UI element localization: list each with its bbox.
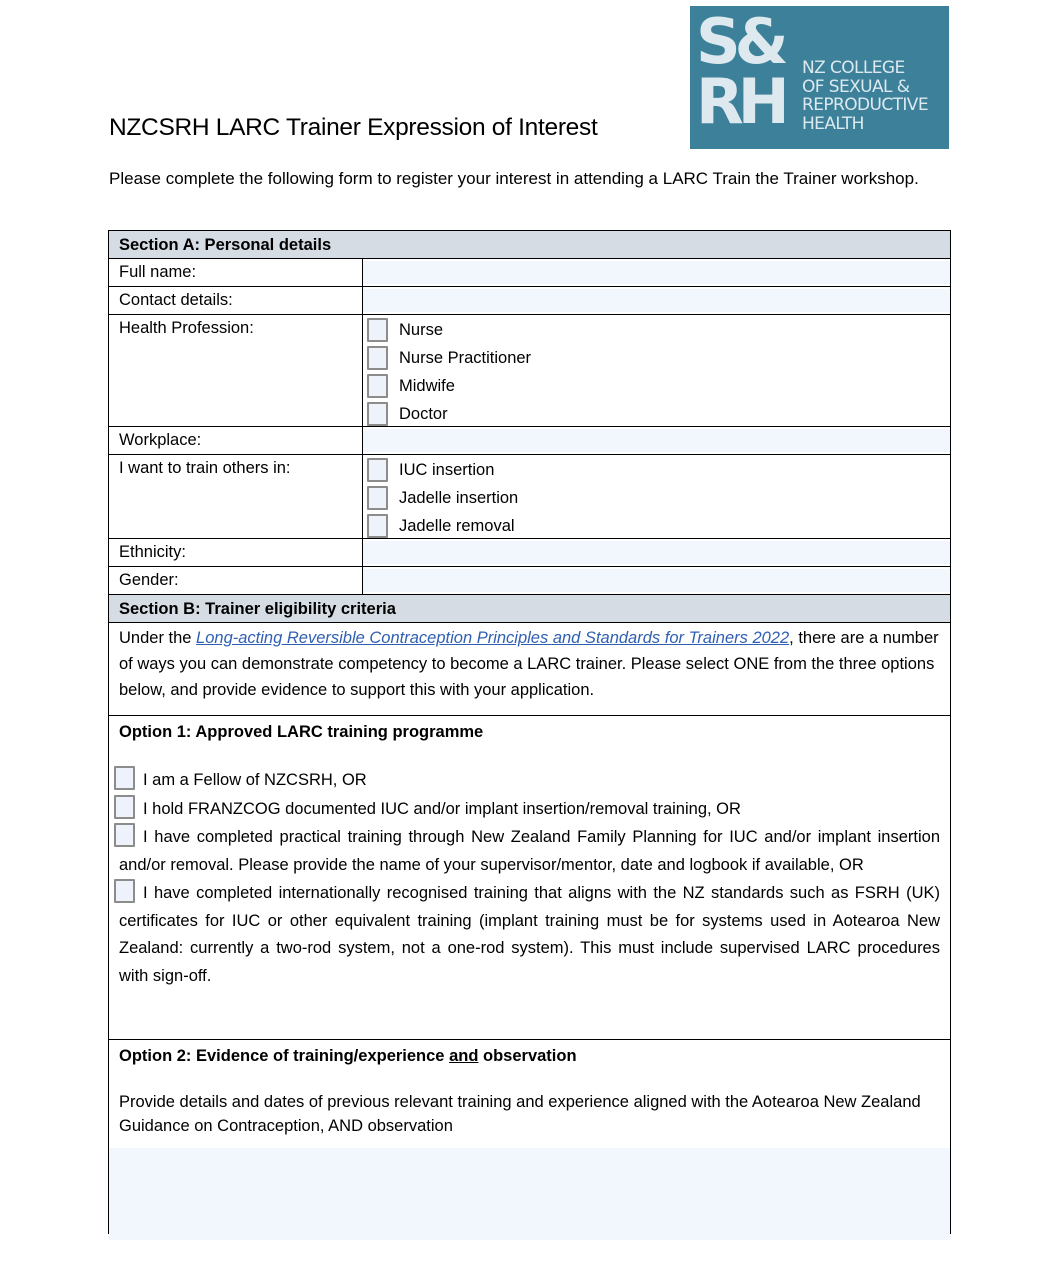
logo-mark-line2: RH	[696, 65, 784, 138]
full-name-label: Full name:	[109, 259, 363, 286]
option-1-item-family-planning	[119, 823, 940, 879]
logo-text	[802, 59, 928, 133]
checkbox[interactable]	[114, 823, 135, 847]
option-1	[109, 716, 950, 1039]
standards-link[interactable]: Long-acting Reversible Contraception Principles and Standards for Trainers 2022	[196, 629, 790, 647]
logo-text-line: OF SEXUAL &	[802, 76, 910, 97]
section-b-intro	[109, 623, 950, 715]
checkbox[interactable]	[367, 486, 388, 510]
contact-details-label: Contact details:	[109, 287, 363, 314]
option-label: IUC insertion	[399, 460, 495, 479]
health-profession-row	[109, 315, 950, 427]
logo-text-line: REPRODUCTIVE	[802, 95, 928, 115]
section-b-intro-row	[109, 623, 950, 716]
option-label: Jadelle removal	[399, 516, 515, 535]
eoi-form	[108, 230, 951, 1234]
contact-details-field[interactable]	[363, 289, 950, 312]
option-2-row	[109, 1040, 950, 1233]
contact-details-row	[109, 287, 950, 315]
intro-suffix: , there are a number of ways you can demonstrate competency to become a LARC trainer. Please select ONE from the three options below, and provide evidence to support this with your application.	[119, 629, 939, 699]
checkbox[interactable]	[367, 402, 388, 426]
workplace-label: Workplace:	[109, 427, 363, 454]
gender-label: Gender:	[109, 567, 363, 594]
option-1-item-fellow	[119, 766, 940, 795]
section-a-heading: Section A: Personal details	[109, 231, 950, 259]
option-1-item-text: I have completed internationally recognised training that aligns with the NZ standards such as FSRH (UK) certificates for IUC or other equivalent training (implant training must be for systems used in Aotearoa New Zealand: currently a two-rod system, not a one-rod system). This must include supervised LARC procedures with sign-off.	[119, 884, 940, 985]
intro-prefix: Under the	[119, 629, 197, 647]
ethnicity-row	[109, 539, 950, 567]
option-2-title-prefix: Option 2: Evidence of training/experience	[119, 1047, 450, 1065]
option-label: Midwife	[399, 376, 455, 395]
college-logo	[690, 6, 949, 149]
option-1-title: Option 1: Approved LARC training programme	[119, 723, 484, 741]
page-title: NZCSRH LARC Trainer Expression of Interest	[109, 114, 598, 141]
option-1-item-text: I am a Fellow of NZCSRH, OR	[143, 771, 367, 789]
checkbox[interactable]	[367, 514, 388, 538]
logo-mark-line1: S&	[696, 6, 783, 78]
option-2-description: Provide details and dates of previous relevant training and experience aligned with the Aotearoa New Zealand Guidance on Contraception, AND observation	[119, 1093, 921, 1135]
logo-text-line: NZ COLLEGE	[802, 58, 905, 78]
checkbox[interactable]	[114, 879, 135, 903]
intro-text: Please complete the following form to register your interest in attending a LARC Train the Trainer workshop.	[109, 169, 919, 188]
option-1-item-text: I have completed practical training through New Zealand Family Planning for IUC and/or implant insertion and/or removal. Please provide the name of your supervisor/mentor, date and logbook if available, OR	[119, 828, 940, 874]
checkbox[interactable]	[367, 346, 388, 370]
full-name-field[interactable]	[363, 261, 950, 284]
profession-option-midwife[interactable]	[367, 372, 946, 400]
workplace-field[interactable]	[363, 429, 950, 452]
option-2-title-emphasis: and	[449, 1047, 479, 1065]
train-others-label: I want to train others in:	[109, 455, 363, 538]
checkbox[interactable]	[114, 795, 135, 819]
option-label: Nurse	[399, 320, 444, 339]
checkbox[interactable]	[367, 458, 388, 482]
health-profession-label: Health Profession:	[109, 315, 363, 426]
gender-field[interactable]	[363, 569, 950, 592]
option-label: Jadelle insertion	[399, 488, 519, 507]
train-option-jadelle-removal[interactable]	[367, 512, 946, 540]
option-1-item-international	[119, 879, 940, 990]
option-1-row	[109, 716, 950, 1040]
train-option-iuc-insertion[interactable]	[367, 456, 946, 484]
option-2	[109, 1040, 950, 1233]
ethnicity-field[interactable]	[363, 541, 950, 564]
workplace-row	[109, 427, 950, 455]
option-2-evidence-field[interactable]	[109, 1148, 950, 1240]
ethnicity-label: Ethnicity:	[109, 539, 363, 566]
full-name-row	[109, 259, 950, 287]
train-others-row	[109, 455, 950, 539]
option-label: Doctor	[399, 404, 448, 423]
health-profession-options	[363, 315, 950, 426]
profession-option-nurse[interactable]	[367, 316, 946, 344]
gender-row	[109, 567, 950, 595]
train-option-jadelle-insertion[interactable]	[367, 484, 946, 512]
logo-text-line: HEALTH	[802, 113, 864, 134]
option-2-title	[109, 1043, 950, 1069]
option-1-item-franzcog	[119, 795, 940, 824]
profession-option-nurse-practitioner[interactable]	[367, 344, 946, 372]
section-b-heading: Section B: Trainer eligibility criteria	[109, 595, 950, 623]
option-2-title-suffix: observation	[478, 1047, 577, 1065]
option-label: Nurse Practitioner	[399, 348, 532, 367]
checkbox[interactable]	[367, 318, 388, 342]
option-1-item-text: I hold FRANZCOG documented IUC and/or implant insertion/removal training, OR	[143, 799, 741, 818]
train-others-options	[363, 455, 950, 538]
profession-option-doctor[interactable]	[367, 400, 946, 428]
checkbox[interactable]	[114, 766, 135, 790]
checkbox[interactable]	[367, 374, 388, 398]
